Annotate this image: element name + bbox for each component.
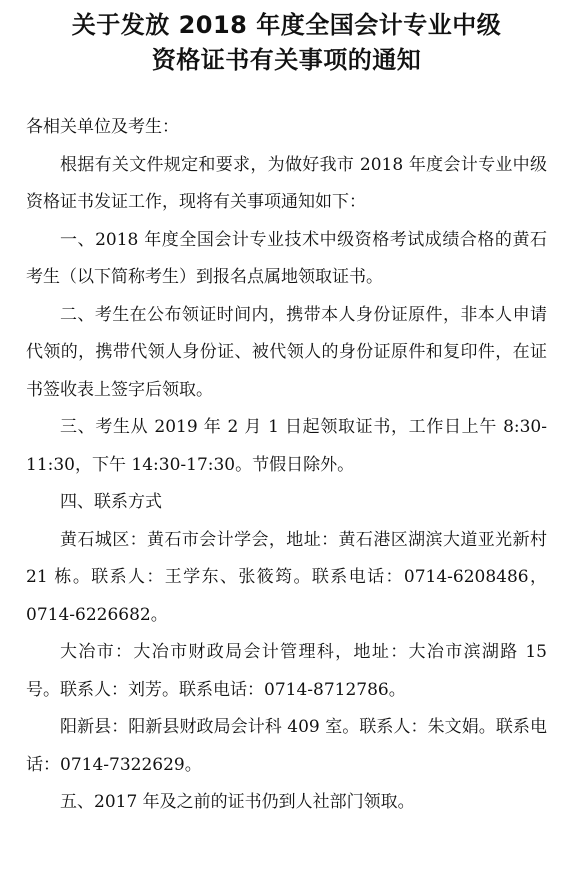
contact-yangxin: 阳新县：阳新县财政局会计科 409 室。联系人：朱文娟。联系电话：0714-7322629。 (26, 717, 547, 775)
document-title (26, 8, 547, 78)
salutation: 各相关单位及考生： (26, 117, 179, 137)
paragraph-intro: 根据有关文件规定和要求，为做好我市 2018 年度会计专业中级资格证书发证工作，现将有关事项通知如下： (26, 154, 547, 212)
paragraph-item-2: 二、考生在公布领证时间内，携带本人身份证原件，非本人申请代领的，携带代领人身份证、被代领人的身份证原件和复印件，在证书签收表上签字后领取。 (26, 304, 547, 400)
paragraph-item-1: 一、2018 年度全国会计专业技术中级资格考试成绩合格的黄石考生（以下简称考生）到报名点属地领取证书。 (26, 229, 547, 287)
title-line-1: 关于发放 2018 年度全国会计专业中级 (71, 11, 502, 39)
contact-daye: 大冶市：大冶市财政局会计管理科，地址：大冶市滨湖路 15 号。联系人：刘芳。联系电话：0714-8712786。 (26, 642, 547, 700)
paragraph-item-3: 三、考生从 2019 年 2 月 1 日起领取证书，工作日上午 8:30-11:30，下午 14:30-17:30。节假日除外。 (26, 417, 547, 475)
contact-huangshi: 黄石城区：黄石市会计学会，地址：黄石港区湖滨大道亚光新村 21 栋。联系人：王学东、张筱筠。联系电话：0714-6208486，0714-6226682。 (26, 529, 547, 625)
paragraph-item-5: 五、2017 年及之前的证书仍到人社部门领取。 (60, 792, 415, 812)
paragraph-item-4-heading: 四、联系方式 (60, 492, 162, 512)
document-body (26, 109, 547, 822)
title-line-2: 资格证书有关事项的通知 (151, 46, 422, 74)
